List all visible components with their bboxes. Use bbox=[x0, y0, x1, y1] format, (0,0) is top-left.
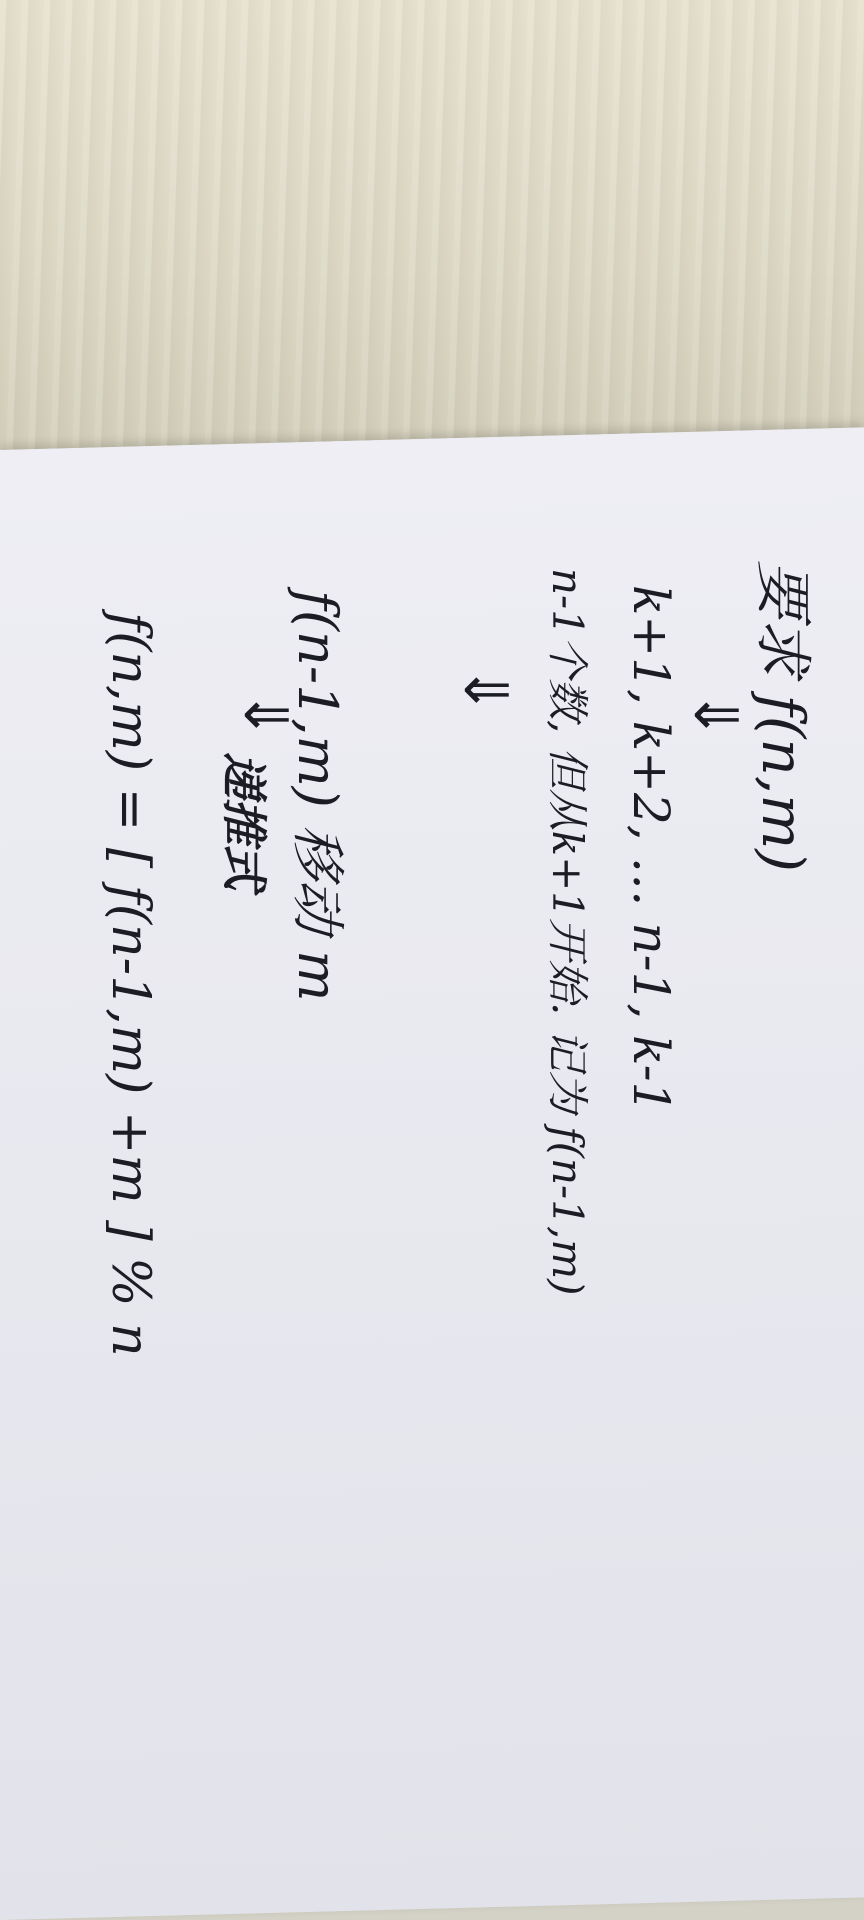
note-line-goal: 要求 f(n,m) bbox=[749, 560, 817, 872]
down-arrow-icon: ⇓ bbox=[680, 690, 750, 741]
note-label-recurrence: 递推式 bbox=[217, 752, 271, 890]
down-arrow-icon: ⇓ bbox=[230, 690, 300, 741]
note-line-sequence: k+1, k+2, … n-1, k-1 bbox=[622, 585, 680, 1114]
note-line-shift: f(n-1,m) 移动 m bbox=[286, 590, 349, 1002]
note-line-formula: f(n,m) = [ f(n-1,m) +m ] % n bbox=[100, 612, 160, 1357]
note-line-subproblem: n-1个数, 但从k+1开始. 记为 f(n-1,m) bbox=[543, 568, 592, 1296]
down-arrow-icon: ⇓ bbox=[450, 665, 520, 716]
